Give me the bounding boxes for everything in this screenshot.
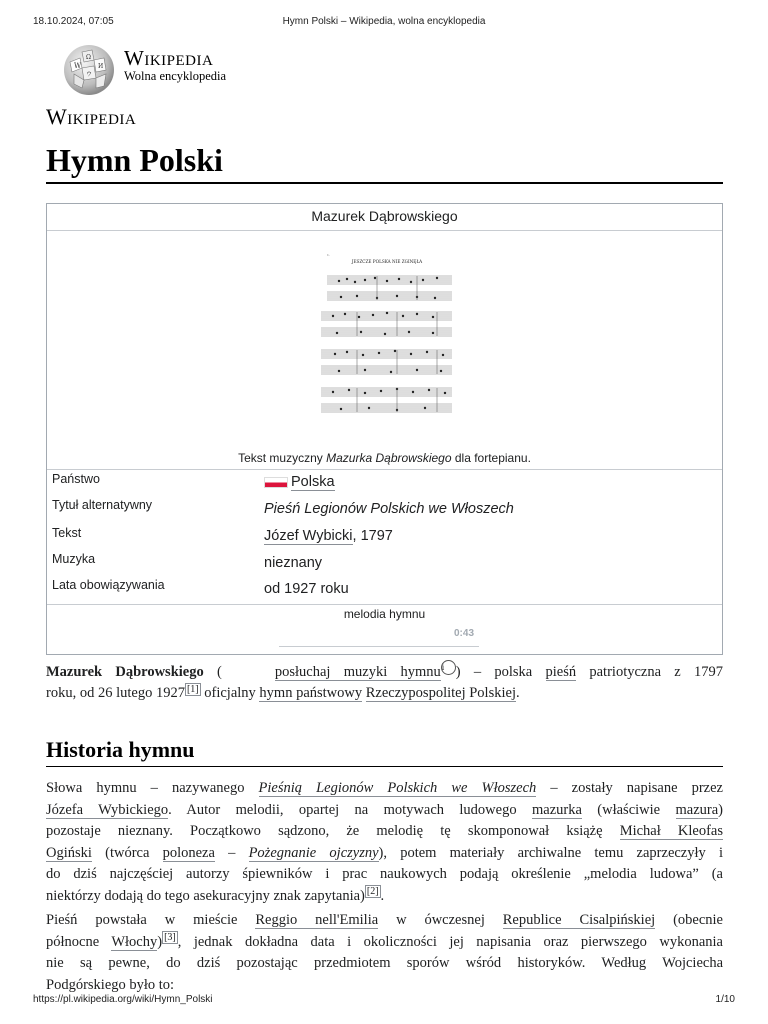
audio-duration: 0:43: [454, 628, 475, 639]
label-tekst: Tekst: [52, 526, 82, 540]
history-paragraph-1: Słowa hymnu – nazywanego Pieśnią Legionów Polskich we Włoszech – zostały napisane przez Józefa Wybickiego. Autor melodii, opartej na motywach ludowego mazurka (właściwie mazura) pozostaje nieznany. Początkowo sądzono, że melodię tę skomponował książę Michał Kleofas Ogiński (twórca poloneza – Pożegnanie ojczyzny), potem materiały archiwalne temu zaprzeczyły i do dziś najczęściej autorzy śpiewników i prac naukowych podają określenie „melodia ludowa” (a niektórzy dodają do tego asekuracyjny znak zapytania) [2] .: [46, 780, 724, 904]
svg-text:W: W: [74, 62, 82, 70]
value-tekst: Józef Wybicki, 1797: [264, 528, 393, 544]
link-hymn-panstwowy[interactable]: hymn państwowy: [259, 685, 363, 702]
label-muzyka: Muzyka: [52, 552, 96, 566]
audio-player-bar[interactable]: [279, 646, 479, 647]
image-caption: Tekst muzyczny Mazurka Dąbrowskiego dla fortepianu.: [238, 451, 531, 465]
label-tytul: Tytuł alternatywny: [52, 498, 153, 512]
sheet-title: JESZCZE POLSKA NIE ZGINĘŁA: [351, 259, 423, 264]
infobox-divider: [47, 469, 722, 470]
link-wlochy[interactable]: Włochy: [111, 933, 158, 950]
reference-1[interactable]: [1]: [186, 683, 199, 695]
link-mazura[interactable]: mazura: [675, 801, 719, 818]
wikipedia-wordmark: Wikipedia: [46, 104, 137, 129]
link-mazurka[interactable]: mazurka: [531, 801, 582, 818]
link-rzeczypospolitej[interactable]: Rzeczypospolitej Polskiej: [365, 685, 516, 702]
print-title: Hymn Polski – Wikipedia, wolna encyklopedia: [282, 16, 486, 27]
label-panstwo: Państwo: [52, 472, 100, 486]
poland-flag-icon: [264, 477, 288, 488]
link-oginski[interactable]: Ogiński: [46, 844, 92, 861]
reference-3[interactable]: [3]: [164, 931, 176, 943]
section-heading-historia: Historia hymnu: [46, 734, 723, 767]
value-tytul: Pieśń Legionów Polskich we Włoszech: [264, 501, 514, 517]
link-piesn-legionow[interactable]: Pieśnią Legionów Polskich we Włoszech: [258, 780, 537, 796]
sheet-music-image[interactable]: [317, 246, 457, 421]
page-number: 1/10: [715, 994, 735, 1005]
audio-label: melodia hymnu: [343, 607, 426, 621]
intro-paragraph: Mazurek Dąbrowskiego ( posłuchaj muzyki hymnui ) – polska pieśń patriotyczna z 1797 roku, od 26 lutego 1927 [1] oficjalny hymn państwowy Rzeczypospolitej Polskiej.: [46, 662, 723, 702]
label-lata: Lata obowiązywania: [52, 578, 165, 592]
value-lata: od 1927 roku: [264, 581, 349, 597]
link-jozef-wybicki[interactable]: Józef Wybicki: [264, 528, 353, 544]
link-pozegnanie-ojczyzny[interactable]: Pożegnanie ojczyzny: [248, 844, 379, 861]
listen-audio-link[interactable]: posłuchaj muzyki hymnu: [274, 663, 441, 680]
svg-text:1.: 1.: [327, 253, 330, 257]
link-piesn[interactable]: pieśń: [545, 663, 577, 680]
infobox-divider-audio: [47, 604, 722, 605]
wikipedia-globe-icon: [60, 40, 118, 98]
link-jozefa-wybickiego[interactable]: Józefa Wybickiego: [46, 801, 169, 818]
svg-text:ウ: ウ: [86, 71, 93, 78]
svg-text:И: И: [98, 63, 104, 70]
print-url: https://pl.wikipedia.org/wiki/Hymn_Polski: [33, 994, 213, 1005]
link-michal-kleofas[interactable]: Michał Kleofas: [619, 823, 723, 839]
link-republika-cisalpinska[interactable]: Republice Cisalpińskiej: [502, 912, 656, 928]
infobox-title: Mazurek Dąbrowskiego: [47, 204, 722, 231]
link-poloneza[interactable]: poloneza: [162, 844, 215, 861]
link-polska[interactable]: Polska: [291, 474, 335, 490]
info-icon[interactable]: i: [441, 660, 456, 675]
value-muzyka: nieznany: [264, 555, 323, 571]
reference-2[interactable]: [2]: [366, 885, 379, 897]
print-date: 18.10.2024, 07:05: [33, 16, 114, 27]
print-header: [33, 16, 735, 30]
logo-wordmark: Wikipedia: [124, 46, 214, 70]
logo-tagline: Wolna encyklopedia: [124, 69, 227, 83]
value-panstwo: [264, 474, 335, 490]
history-paragraph-2: Pieśń powstała w mieście Reggio nell'Emilia w ówczesnej Republice Cisalpińskiej (obecnie północne Włochy) [3] , jednak dokładna data i okoliczności jej napisania oraz pierwszego wykonania nie są pewne, do dziś pozostając przedmiotem sporów wśród historyków. Według Wojciecha Podgórskiego było to:: [46, 912, 723, 993]
wikipedia-logo[interactable]: [60, 40, 310, 96]
svg-text:Ω: Ω: [86, 54, 91, 61]
infobox: [46, 203, 723, 655]
page-title: Hymn Polski: [46, 138, 723, 184]
print-footer: [33, 994, 735, 1008]
link-reggio-emilia[interactable]: Reggio nell'Emilia: [255, 912, 379, 928]
